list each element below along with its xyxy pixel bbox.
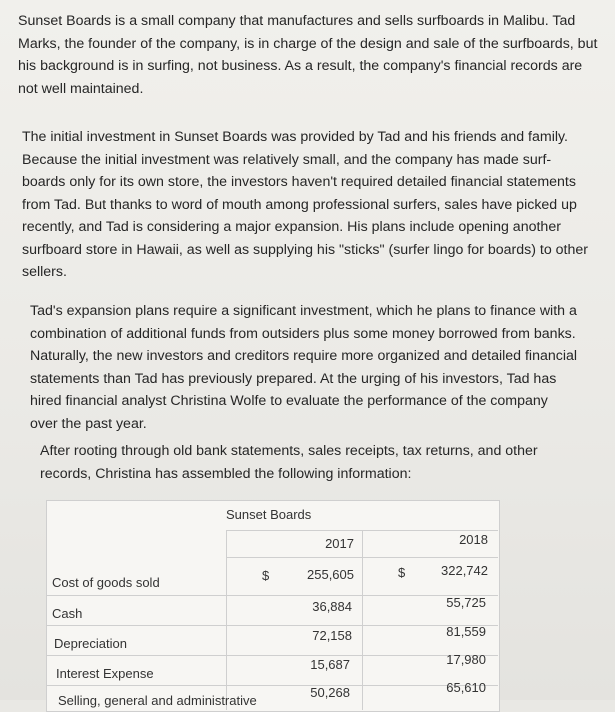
cell-2017: 255,605 bbox=[307, 567, 354, 582]
cell-2018: 322,742 bbox=[441, 563, 488, 578]
row-label: Depreciation bbox=[54, 636, 127, 651]
cell-2017: 15,687 bbox=[310, 657, 350, 672]
cell-2018: 17,980 bbox=[446, 652, 486, 667]
cell-2018: 81,559 bbox=[446, 624, 486, 639]
cell-2018: 55,725 bbox=[446, 595, 486, 610]
table-grid-line bbox=[226, 530, 227, 710]
cell-2017: 36,884 bbox=[312, 599, 352, 614]
table-title: Sunset Boards bbox=[226, 507, 312, 522]
cell-2017: 50,268 bbox=[310, 685, 350, 700]
row-label: Selling, general and administrative bbox=[58, 693, 257, 708]
currency-symbol: $ bbox=[262, 568, 270, 583]
cell-2017: 72,158 bbox=[312, 628, 352, 643]
row-label: Interest Expense bbox=[56, 666, 154, 681]
row-label: Cost of goods sold bbox=[52, 575, 160, 590]
row-label: Cash bbox=[52, 606, 83, 621]
paragraph-records: After rooting through old bank statements, sales receipts, tax returns, and other records, Christina has assembled the following information: bbox=[40, 443, 538, 482]
paragraph-investment: The initial investment in Sunset Boards was provided by Tad and his friends and family. Because the initial investment was relatively small, and the company has made surf- boards only for its own store, the investors haven't required detailed financial statements from Tad. But thanks to word of mouth among professional surfers, sales have picked up recently, and Tad is considering a major expansion. His plans include opening another surfboard store in Hawaii, as well as supplying his "sticks" (surfer lingo for boards) to other sellers. bbox=[22, 129, 588, 280]
table-grid-line bbox=[362, 530, 363, 710]
year-header-2017: 2017 bbox=[325, 536, 354, 551]
cell-2018: 65,610 bbox=[446, 680, 486, 695]
paragraph-intro: Sunset Boards is a small company that manufactures and sells surfboards in Malibu. Tad Marks, the founder of the company, is in charge of the design and sale of the surfboards, but his background is in surfing, not business. As a result, the company's financial records are not well maintained. bbox=[18, 13, 598, 97]
year-header-2018: 2018 bbox=[459, 532, 488, 547]
paragraph-expansion: Tad's expansion plans require a significant investment, which he plans to finance with a combination of additional funds from outsiders plus some money borrowed from banks. Naturally, the new investors and creditors require more organized and detailed financial statements than Tad has previously prepared. At the urging of his investors, Tad has hired financial analyst Christina Wolfe to evaluate the performance of the company over the past year. bbox=[30, 303, 578, 432]
currency-symbol: $ bbox=[398, 565, 406, 580]
